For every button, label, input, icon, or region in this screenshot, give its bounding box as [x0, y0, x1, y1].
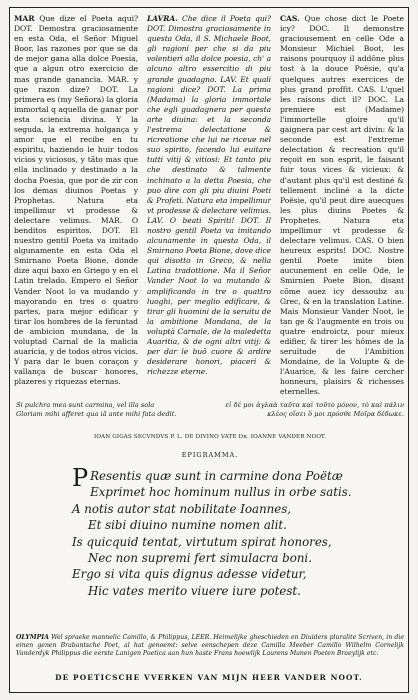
epigram-line-3: A notis autor stat nobilitate Ioannes, [72, 501, 292, 516]
epigram-title: EPIGRAMMA. [181, 451, 239, 459]
column-text: Che dice il Poeta qui? DOT. Dimostra graciosamente in questa Oda, il S. Michaele Boot, gli ragioni per che si da piu volentieri alla dolce poesia, ch' a alcuno altro essercitio di piu grande guadagno. LAV. Et quali ragioni dice? DOT. La prima (Madama) la gloria immortale che egli guadagnera per questa arte diuina: et la seconda l'estrema delectatione & ricreatione che lui ne riceue nel suo spirito, facendo lui euitare tutti vitij & vitiosi: Et tanto piu che destinato & talmente inchinato a la detta Poesia, che puo dire con gli piu diuini Poeti & Profeti. Natura eta impellimur vt prodesse & delectare velimus. LAV. O beati Spiriti! DOT. Il nostro gentil Poeta va imitando alcunamente in questa Oda, il Smirnano Poeta Bione, dove dice qui disotto in Greco, & nella Latina tradottione. Ma il Señor Vander Noot lo va mutando & amplificando in tre o quattro luoghi, per meglio edificare, & tirar gli huomini de la seruitu de la ambitione Mondana, de la voluptà Carnale, de la maledetta Auaritia, & de ogni altri vitij: & per dar le buõ cuore & ardire desiderare honori, piaceri & richezze eterne. [147, 14, 271, 377]
epigram-line-5: Is quicquid tentat, virtutum spirat honores, [72, 534, 332, 549]
greek-line-2: κλέος οἴσει ὅ μοι πρόσθε Μοῖρα δέδωκε. [267, 410, 404, 418]
three-column-dialogue [14, 14, 404, 397]
latin-line-1: Si pulchra mea sunt carmina, vel illa sola [16, 401, 155, 409]
epigram-poem [72, 464, 372, 599]
running-footer: DE POETICSCHE VVERKEN VAN MIJN HEER VANDER NOOT. [55, 673, 363, 682]
epigram-line-text: Resentis quæ sunt in carmine dona Poëtæ [90, 469, 343, 483]
latin-couplet [16, 401, 216, 431]
drop-cap: P [72, 464, 89, 492]
olympia-paragraph [16, 634, 404, 659]
attribution-line: IOAN GIGAS SECVNDVS P. L. DE DIVINO VATE Dn. IOANNE VANDER NOOT. [93, 434, 327, 440]
epigram-line-1 [72, 464, 372, 492]
column-lead: LAVRA. [147, 14, 178, 23]
latin-line-2: Gloriam mihi afferet qua iã ante mihi fata dedit. [16, 410, 177, 418]
column-lead: MAR [14, 14, 35, 23]
olympia-lead: OLYMPIA [16, 634, 49, 641]
epigram-line-4: Et sibi diuino numine nomen alit. [88, 518, 287, 533]
column-italian [147, 14, 271, 397]
epigram-line-2: Exprimet hoc hominum nullus in orbe satis. [90, 485, 352, 500]
column-spanish [14, 14, 138, 397]
epigram-line-8: Hic vates merito viuere iure potest. [88, 583, 301, 598]
column-text: Que chose dict le Poete icy? DOC. Il demonstre graciousement en celle Ode a Monsieur Michiel Boot, les raisons pourquoy il addône plus tost à la douce Poësie, qu'a quelques autres exercices de plus grand proffit. CAS. L'quel les raisons dict il? DOC. La premiere est (Madame) l'immortelle gloire qu'il gaignera par cest art divin: & la seconde est l'extreme delectation & recreation qu'il reçoit en son esprit, le faisant fuir tous vices & vicieux: & d'autant plus qu'il est destiné & tellement incliné a la dicte Poësie, qu'il peut dire auecques les plus diuins Poetes & Prophetes. Natura eta impellimur vt prodesse & delectare velimus. CAS. O bien heureux esprits! DOC. Nostre gentil Poete imite bien aucunement en celle Ode, le Smirnien Poete Bion, disant cõme auez icy dessoubz au Grec, & en la translation Latine. Mais Monsieur Vander Noot, le tan ge & l'augmente en trois ou quatre endroictz, pour mieux edifier, & tirer les hômes de la seruitude de l'Ambition Mondaine, de la Volupte & de l'Auarice, & les faire cercher honneurs, plaisirs & richesses eternelles. [280, 14, 404, 397]
page-frame [9, 7, 409, 693]
epigram-line-6: Nec non supremi fert simulacra boni. [88, 551, 312, 566]
epigram-line-7: Ergo si vita quis dignus adesse videtur, [72, 567, 307, 582]
column-text: Que dize el Poeta aqui? DOT. Demostra graciosamente en esta Oda, el Señor Miguel Boor, las razones por que se da de mejor gana alla dolce Poesia, que a algun otro exercicio de mas grande ganancia. MAR. y que razon dize? DOT. La primera es (my Señora) la gloria immortal q aquella de ganar por esta sciencia divina. Y la seguda, la extrema holgança y amor que el recibe en tu espiritu, haziendo le huir todos vicios y viciosos, y tãto mas que ella inclinado y destinado a la docha Poesia, que por de zir con los demas diuinos Poetas y Prophetas. Natura eta impellimur vt prodesse & delectare velimus. MAR. O benditos espiritos. DOT. El nuestro gentil Poeta va imitado algunamente en esta Oda el Smirnano Poeta Bione, donde dize aqui baxo en Griego y en el Latin trelado. Empero el Señor Vander Noot lo va mudando y mayorando en tres o quatro partes, para mejor edificar y tirar los hombres de la feruntad de ambicion mundana, de la voluptad Carnal de la malicia auaricia, y de todos otros vicios. Y para dar le buen coraçon y vallança de buscar honores, plazeres y riquezas eternas. [14, 14, 138, 387]
column-lead: CAS. [280, 14, 300, 23]
greek-line-1: εἰ δέ μοι ἀγλαὰ ταῦτα καὶ τοῦτο μόνον, τὸ καὶ πάλιν [225, 401, 404, 409]
olympia-text: Wel spraeke mannelic Camillo, & Philippus, LEER. Heimelijke gheschieden en Diuiders pluralite Scriven, in die einen genen Brabantsche Poet, al hat genoemt: selve eenschepen deze Camilla Meeber Camillo Wilhelm Cornelijk Vanderdyk Philippus die eerste Lanigen Poetica aan hun haste Frans hoewlijk Laurens Manen Poeten Braeylijk etc. [16, 634, 404, 658]
greek-couplet [224, 401, 404, 431]
column-french [280, 14, 404, 397]
quotation-couplets [16, 401, 404, 431]
